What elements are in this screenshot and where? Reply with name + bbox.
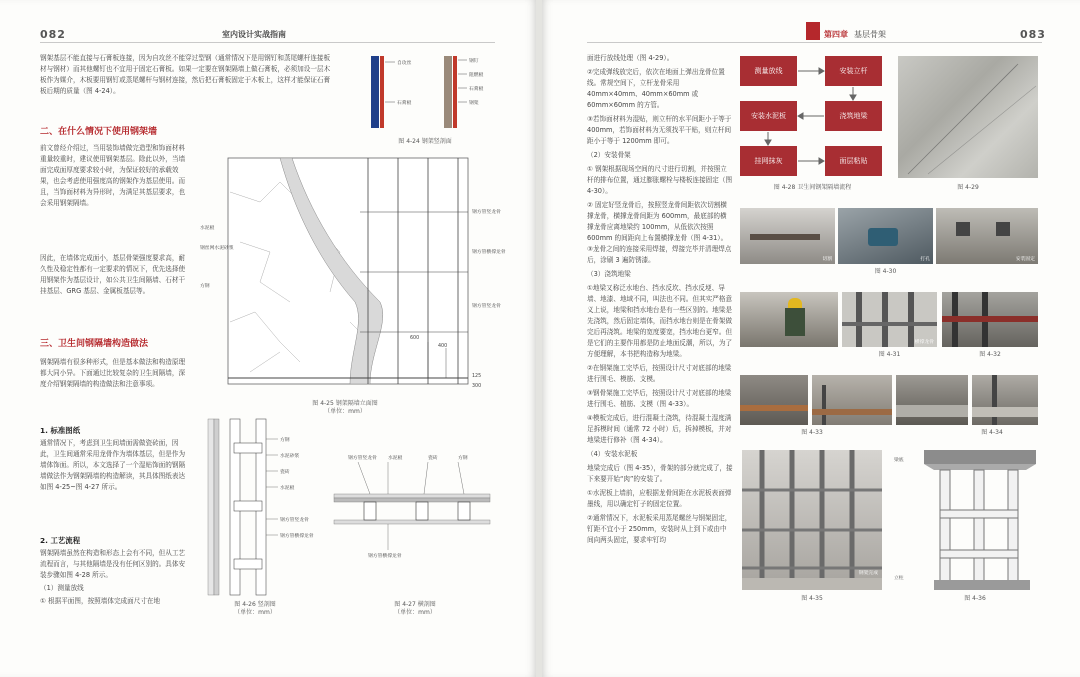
- fig26-label: 水泥砂浆: [280, 454, 300, 459]
- figure-4-36-drawing: [894, 450, 1040, 590]
- header-rule: [40, 42, 495, 43]
- figure-4-32-photo: [942, 292, 1038, 347]
- fig27-label: 钢方管横撑龙骨: [368, 554, 402, 559]
- section-2-text-1: 前文曾经介绍过，当用装饰墙做完造型和饰面材料重量较重时，建议使用钢架基层。除此以外，当墙面完成面厚度要求较小时，为保证较好的承载效果，也会考虑使用强度高的钢架作为基层使用。而且，当饰面材料为异形时，为满足其基层要求，也会采用钢架隔墙。: [40, 144, 186, 207]
- body-paragraph: （2）安装骨架: [587, 151, 631, 159]
- fig25-label: 钢方管竖龙骨: [472, 210, 501, 215]
- body-paragraph: 地梁完成后（图 4-35），骨架的部分就完成了，接下来要开始“肉”的安装了。: [587, 464, 733, 483]
- fig26-label: 钢方管竖龙骨: [280, 518, 309, 523]
- body-paragraph: ②完成弹线放完后，依次在地面上弹出龙骨位置线。常规空间下，立杆龙骨采用 40mm×40mm、40mm×60mm 或 60mm×60mm 的方管。: [587, 68, 725, 109]
- figure-4-31-photo-b: [842, 292, 937, 347]
- right-page: [542, 0, 1080, 677]
- figure-4-33-photo-b: [812, 375, 892, 425]
- fig24-label: 钢架: [469, 101, 479, 106]
- figure-4-27: [328, 440, 498, 590]
- fig25-label: 水泥板: [200, 226, 215, 231]
- fig25-label: 钢方管竖龙骨: [472, 304, 501, 309]
- measure-step-title: （1）测量放线: [40, 584, 84, 592]
- running-head: 室内设计实战指南: [222, 30, 286, 39]
- header-rule: [587, 42, 1042, 43]
- chapter-title: 基层骨架: [854, 30, 886, 39]
- fig25-dimension: 600: [410, 336, 420, 341]
- fig26-label: 瓷砖: [280, 470, 290, 475]
- fig25-dimension: 300: [472, 384, 482, 389]
- figure-4-30-photo-b: [838, 208, 933, 264]
- figure-4-27-caption: 图 4-27 横剖图 （单位：mm）: [394, 601, 436, 616]
- right-body-text: [587, 53, 733, 549]
- body-paragraph: ① 钢架根据现场空间的尺寸进行切割，并按照立杆的排布位置，通过膨胀螺栓与楼板连接固定（图 4-30）。: [587, 165, 733, 195]
- fig24-label: 石膏板: [469, 87, 484, 92]
- flow-step: 面层粘贴: [825, 146, 882, 176]
- subsection-1-text: 通常情况下，考虑到卫生间墙面需做瓷砖面，因此，卫生间通常采用龙骨作为墙体基层，但是作为墙体饰面。所以，本文选择了一个湿贴饰面的钢隔墙做法作为钢架隔墙的构造解读，其具体图纸表达如图 4-25~图 4-27 所示。: [40, 439, 186, 491]
- figure-4-34-caption: 图 4-34: [981, 429, 1003, 436]
- body-paragraph: （3）浇筑地梁: [587, 270, 631, 278]
- fig27-label: 瓷砖: [428, 456, 438, 461]
- section-3-heading: 三、卫生间钢隔墙构造做法: [40, 339, 149, 349]
- figure-4-29-photo: [898, 56, 1038, 178]
- chapter-marker: [806, 22, 820, 40]
- body-paragraph: ④模板完成后，进行混凝土浇筑，待混凝土湿度满足拆模时间（通常 72 小时）后，拆掉模板，并对地梁进行修补（图 4-34）。: [587, 414, 732, 444]
- chapter-label: 第四章: [824, 30, 848, 39]
- fig25-label: 方钢: [200, 284, 210, 289]
- figure-4-36: [894, 450, 1040, 590]
- figure-4-26-drawing: [200, 415, 318, 597]
- body-paragraph: 面进行放线处理（图 4-29）。: [587, 54, 674, 62]
- figure-4-35-photo: [742, 450, 882, 590]
- fig27-label: 水泥板: [388, 456, 403, 461]
- section-2-heading: 二、在什么情况下使用钢架墙: [40, 127, 158, 137]
- body-paragraph: ③钢骨架施工完毕后，按照设计尺寸对底部的地梁进行围毛、植筋、支模（图 4-33）。: [587, 389, 732, 408]
- figure-4-26: [200, 415, 318, 597]
- flow-step: 浇筑地梁: [825, 101, 882, 131]
- figure-4-34-photo-b: [972, 375, 1038, 425]
- figure-4-34-photo-a: [896, 375, 968, 425]
- figure-4-33-photo-a: [740, 375, 808, 425]
- body-paragraph: ②通常情况下，水泥板采用蒸尾螺丝与钢架固定，钉距不宜小于 250mm，安装时从上到下或由中间向两头固定，要求牢钉均: [587, 514, 732, 544]
- fig25-dimension: 125: [472, 374, 482, 379]
- left-page: [0, 0, 536, 677]
- body-paragraph: ①水泥板上墙前，应根据龙骨间距在水泥板表面弹墨线，用以确定钉子的固定位置。: [587, 489, 732, 508]
- photo-overlay-label: 打孔: [920, 257, 930, 262]
- subsection-1-heading: 1. 标准图纸: [40, 426, 81, 435]
- figure-4-31-photo-a: [740, 292, 838, 347]
- fig25-label: 钢丝网水泥砂浆: [200, 246, 234, 251]
- figure-4-29-caption: 图 4-29: [957, 184, 979, 191]
- figure-4-36-caption: 图 4-36: [964, 595, 986, 602]
- body-paragraph: ③若饰面材料为湿贴，则立杆的水平间距小于等于 400mm，若饰面材料为无须找平干贴，则立杆间距小于等于 1200mm 即可。: [587, 115, 732, 145]
- figure-4-28-flowchart: [740, 56, 885, 176]
- flow-step: 安装立杆: [825, 56, 882, 86]
- section-2-text-2: 因此，在墙体完成面小，基层骨架强度要求高，耐久性及稳定性都有一定要求的情况下，优先选择使用钢架作为基层设计，如公共卫生间隔墙、石材干挂基层、GRG 基层、金属板基层等。: [40, 254, 186, 295]
- figure-4-30-photo-c: [936, 208, 1038, 264]
- figure-4-32-caption: 图 4-32: [979, 351, 1001, 358]
- fig24-label: 钢钉: [469, 59, 479, 64]
- page-number-left: 082: [40, 28, 66, 41]
- subsection-2-text: 钢架隔墙虽然在构造和形态上会有不同，但从工艺流程而言，与其他隔墙是没有任何区别的。具体安装步骤如图 4-28 所示。: [40, 549, 186, 579]
- figure-4-25-drawing: [200, 152, 496, 398]
- photo-overlay-label: 切割: [822, 257, 832, 262]
- photo-overlay-label: 安装固定: [1015, 257, 1035, 262]
- body-paragraph: ①地梁又称泛水地台、挡水反坎、挡水反埂、导墙、地漆、地域不同，叫法也不同。但其实严格意义上说，地梁和挡水地台是有一些区别的。地梁是先浇筑，然后固定墙体，而挡水地台则是在骨架做完后再浇筑。地梁的宽度要宽，挡水地台更窄。但是它们的主要作用都是防止地面反潮，所以，为了方便理解，本书把构造称为地梁。: [587, 284, 733, 358]
- figure-4-24-caption: 图 4-24 钢架竖剖面: [398, 138, 452, 145]
- body-paragraph: ②在钢架施工完毕后，按照设计尺寸对底部的地梁进行围毛、模筋、支模。: [587, 364, 732, 383]
- fig24-label: 石膏板: [397, 101, 412, 106]
- body-paragraph: ② 固定好竖龙骨后，按照竖龙骨间距依次切割横撑龙骨，横撑龙骨间距为 600mm，最底部的横撑龙骨应离地梁约 100mm，从低依次按照 600mm 的间距向上布置横撑龙骨（图 4-31）。③龙骨之间的连接采用焊接，焊接完毕并清理焊点后，涂刷 3 遍防锈漆。: [587, 201, 732, 264]
- section-3-text: 钢架隔墙有很多种形式，但是基本做法和构造原理都大同小异。下面通过比较复杂的卫生间隔墙，深度介绍钢架隔墙的构造做法和注意事项。: [40, 358, 186, 388]
- fig27-label: 钢方管竖龙骨: [348, 456, 377, 461]
- floor-marking-lines: [898, 56, 1038, 178]
- figure-4-27-drawing: [328, 440, 498, 590]
- flow-step: 安装水泥板: [740, 101, 797, 131]
- figure-4-30-photo-a: [740, 208, 835, 264]
- figure-4-26-caption: 图 4-26 竖剖图 （单位：mm）: [234, 601, 276, 616]
- fig27-label: 方钢: [458, 456, 468, 461]
- figure-4-24: [355, 52, 495, 134]
- fig36-label: 梁底: [894, 458, 904, 463]
- fig25-dimension: 400: [438, 344, 448, 349]
- figure-4-25-caption: 图 4-25 钢架隔墙立面图 （单位：mm）: [312, 400, 378, 415]
- figure-4-30-caption: 图 4-30: [874, 268, 897, 275]
- fig36-label: 立柱: [894, 576, 904, 581]
- intro-paragraph: 钢架基层不能直接与石膏板连接，因为自攻丝不能穿过型钢（通常情况下是用钢钉和蒸尾螺杆连接板材与钢材）而其他螺钉也不宜用于固定石膏板。如果一定要在钢架隔墙上做石膏板，必须加设一层木板作为媒介，木板要用钢钉或蒸尾螺杆与钢材连接，然后把石膏板固定于木板上，这样才能保证石膏板后期的质量（图 4-24）。: [40, 54, 331, 95]
- measure-step-1: ① 根据平面图，按照墙体完成面尺寸在地: [40, 597, 161, 605]
- figure-4-33-caption: 图 4-33: [801, 429, 823, 436]
- fig24-label: 阻燃板: [469, 73, 484, 78]
- figure-4-31-caption: 图 4-31: [878, 351, 901, 358]
- fig26-label: 钢方管横撑龙骨: [280, 534, 314, 539]
- flow-arrows: [740, 56, 885, 176]
- fig25-label: 钢方管横撑龙骨: [472, 250, 506, 255]
- flow-step: 测量放线: [740, 56, 797, 86]
- flow-step: 挂网抹灰: [740, 146, 797, 176]
- figure-4-25: [200, 152, 506, 398]
- subsection-2-heading: 2. 工艺流程: [40, 536, 81, 545]
- figure-4-35-caption: 图 4-35: [801, 595, 823, 602]
- fig26-label: 方钢: [280, 438, 290, 443]
- fig24-label: 自攻丝: [397, 61, 412, 66]
- body-paragraph: （4）安装水泥板: [587, 450, 638, 458]
- figure-4-24-drawing: [355, 52, 495, 134]
- figure-4-28-caption: 图 4-28 卫生间钢架隔墙流程: [773, 184, 852, 191]
- photo-overlay-label: 横撑龙骨: [914, 340, 934, 345]
- photo-overlay-label: 钢架完成: [858, 571, 878, 576]
- fig26-label: 水泥板: [280, 486, 295, 491]
- page-number-right: 083: [1020, 28, 1046, 41]
